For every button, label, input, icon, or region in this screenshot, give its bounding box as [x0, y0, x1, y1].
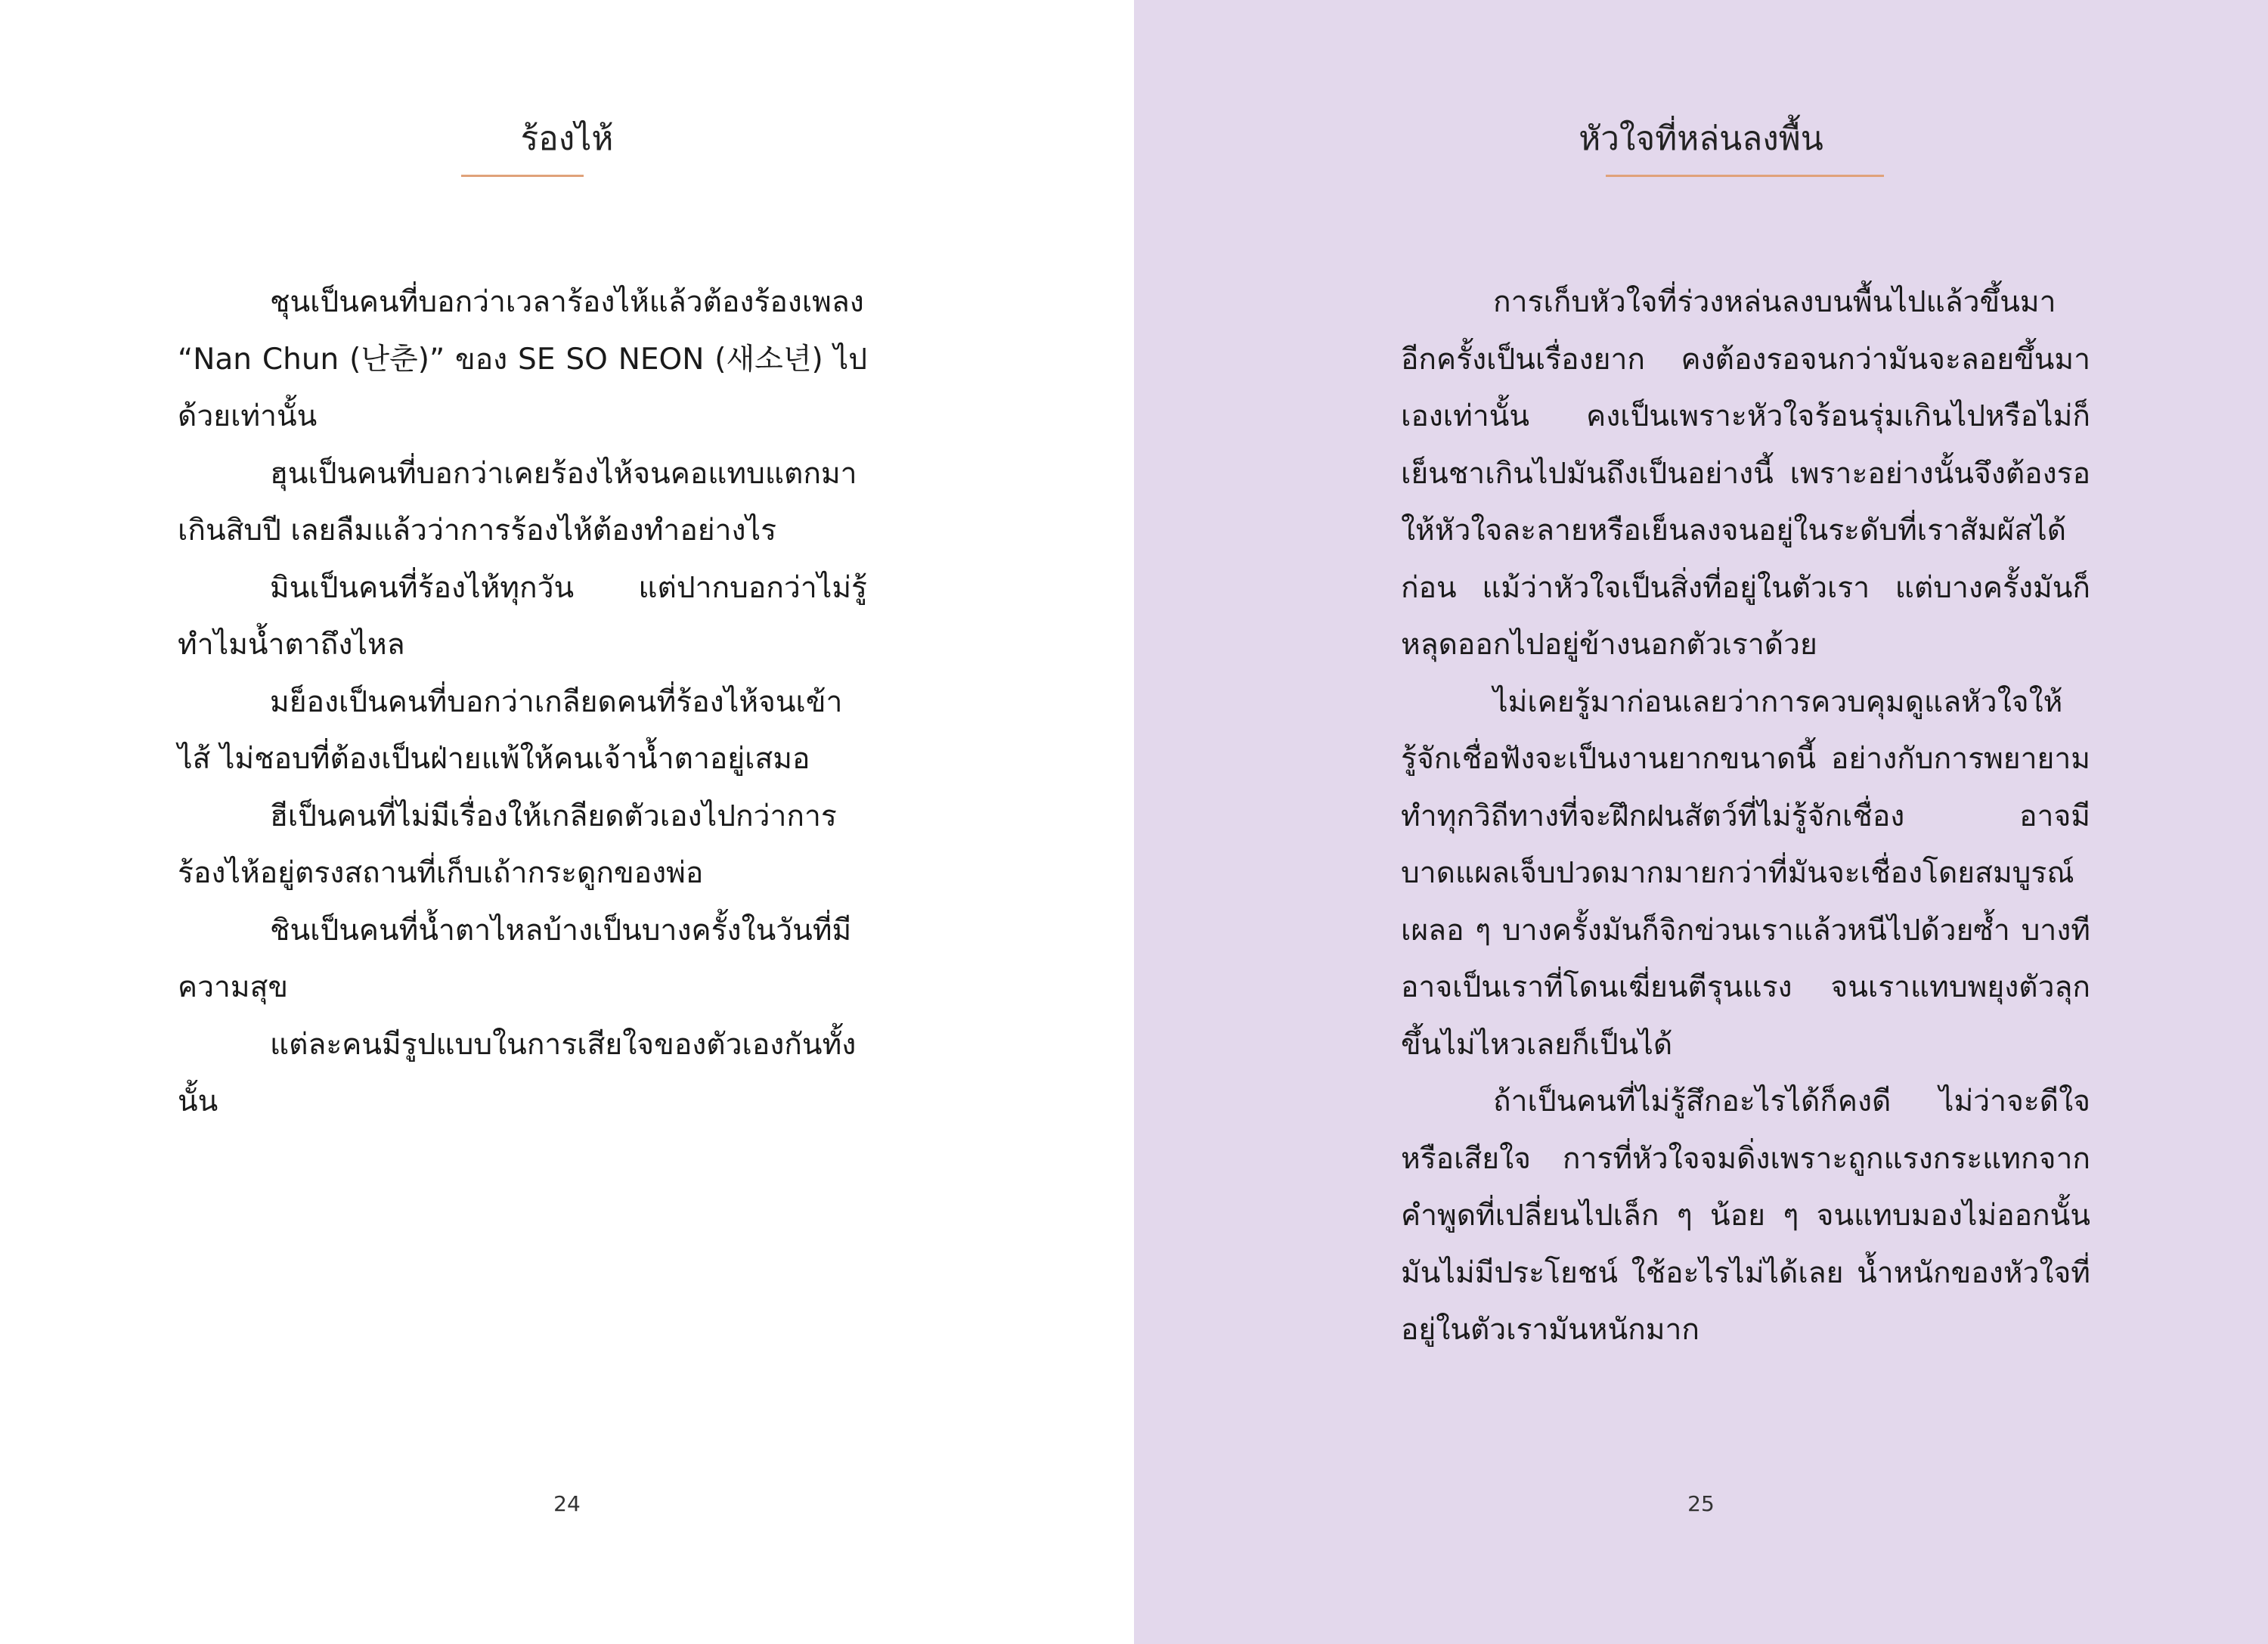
left-page-body — [178, 274, 867, 1131]
paragraph: ไม่เคยรู้มาก่อนเลยว่าการควบคุมดูแลหัวใจให้รู้จักเชื่อฟังจะเป็นงานยากขนาดนี้ อย่างกับการพยายามทำทุกวิถีทางที่จะฝึกฝนสัตว์ที่ไม่รู้จักเชื่อง อาจมีบาดแผลเจ็บปวดมากมายกว่าที่มันจะเชื่องโดยสมบูรณ์ เผลอ ๆ บางครั้งมันก็จิกข่วนเราแล้วหนีไปด้วยซ้ำ บางทีอาจเป็นเราที่โดนเฆี่ยนตีรุนแรง จนเราแทบพยุงตัวลุกขึ้นไม่ไหวเลยก็เป็นได้ — [1401, 684, 2090, 1062]
left-page-title: ร้องไห้ — [520, 119, 614, 158]
paragraph: ฮีเป็นคนที่ไม่มีเรื่องให้เกลียดตัวเองไปกว่าการร้องไห้อยู่ตรงสถานที่เก็บเถ้ากระดูกของพ่อ — [178, 799, 837, 890]
paragraph: แต่ละคนมีรูปแบบในการเสียใจของตัวเองกันทั้งนั้น — [178, 1027, 857, 1118]
paragraph: มินเป็นคนที่ร้องไห้ทุกวัน แต่ปากบอกว่าไม่รู้ทำไมน้ำตาถึงไหล — [178, 570, 867, 662]
left-title-underline — [461, 175, 584, 177]
paragraph: การเก็บหัวใจที่ร่วงหล่นลงบนพื้นไปแล้วขึ้นมาอีกครั้งเป็นเรื่องยาก คงต้องรอจนกว่ามันจะลอยขึ้นมาเองเท่านั้น คงเป็นเพราะหัวใจร้อนรุ่มเกินไปหรือไม่ก็เย็นชาเกินไปมันถึงเป็นอย่างนี้ เพราะอย่างนั้นจึงต้องรอให้หัวใจละลายหรือเย็นลงจนอยู่ในระดับที่เราสัมผัสได้ก่อน แม้ว่าหัวใจเป็นสิ่งที่อยู่ในตัวเรา แต่บางครั้งมันก็หลุดออกไปอยู่ข้างนอกตัวเราด้วย — [1401, 285, 2090, 662]
right-page-title: หัวใจที่หล่นลงพื้น — [1579, 119, 1823, 158]
right-title-underline — [1606, 175, 1884, 177]
right-page — [1134, 0, 2268, 1644]
right-page-body — [1401, 274, 2090, 1359]
page-number: 24 — [553, 1491, 581, 1516]
paragraph: มย็องเป็นคนที่บอกว่าเกลียดคนที่ร้องไห้จนเข้าไส้ ไม่ชอบที่ต้องเป็นฝ่ายแพ้ให้คนเจ้าน้ำตาอยู่เสมอ — [178, 684, 843, 776]
paragraph: ฮุนเป็นคนที่บอกว่าเคยร้องไห้จนคอแทบแตกมาเกินสิบปี เลยลืมแล้วว่าการร้องไห้ต้องทำอย่างไร — [178, 456, 857, 547]
paragraph: ถ้าเป็นคนที่ไม่รู้สึกอะไรได้ก็คงดี ไม่ว่าจะดีใจหรือเสียใจ การที่หัวใจจมดิ่งเพราะถูกแรงกระแทกจากคำพูดที่เปลี่ยนไปเล็ก ๆ น้อย ๆ จนแทบมองไม่ออกนั้นมันไม่มีประโยชน์ ใช้อะไรไม่ได้เลย น้ำหนักของหัวใจที่อยู่ในตัวเรามันหนักมาก — [1401, 1084, 2090, 1347]
paragraph: ชุนเป็นคนที่บอกว่าเวลาร้องไห้แล้วต้องร้องเพลง “Nan Chun (난춘)” ของ SE SO NEON (새소년) ไปด้วยเท่านั้น — [178, 285, 867, 433]
paragraph: ชินเป็นคนที่น้ำตาไหลบ้างเป็นบางครั้งในวันที่มีความสุข — [178, 913, 852, 1004]
page-number: 25 — [1687, 1491, 1715, 1516]
